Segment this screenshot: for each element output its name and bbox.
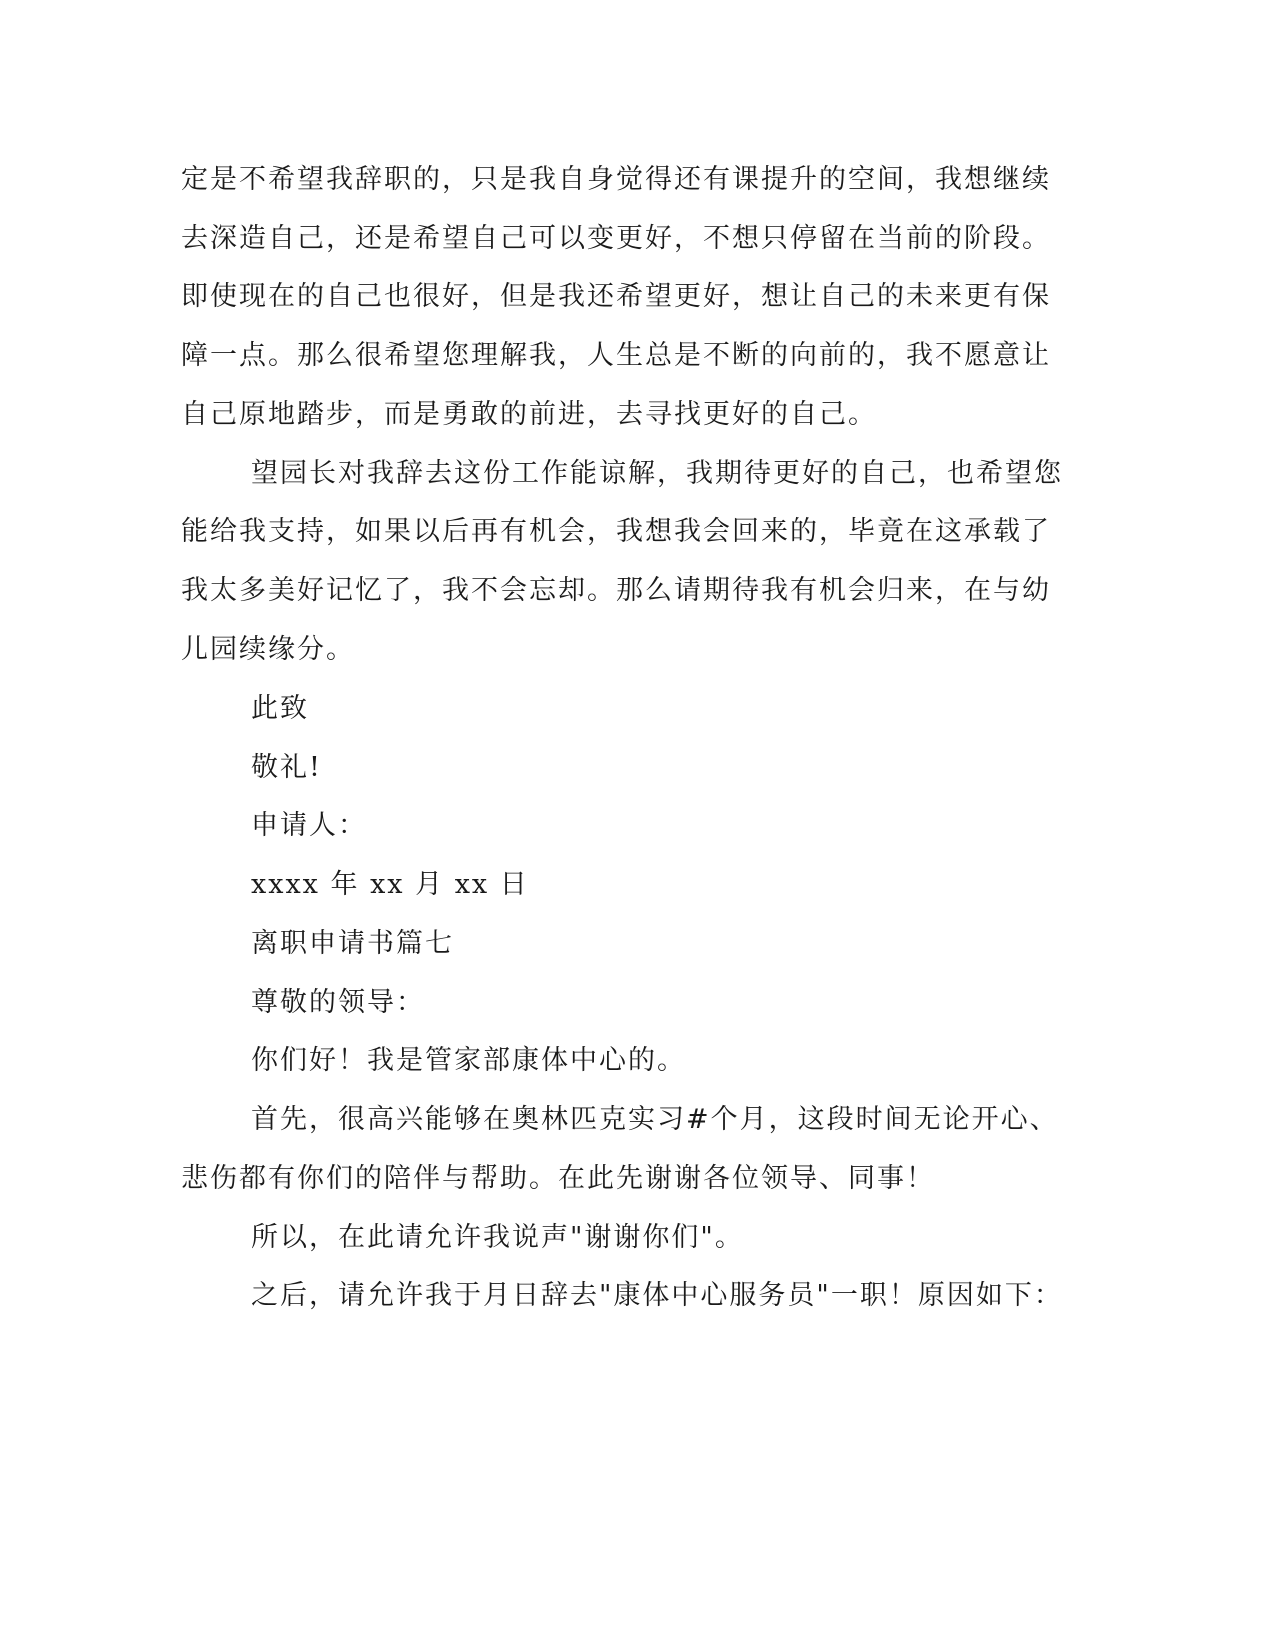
paragraph-start-line: 所以，在此请允许我说声"谢谢你们"。 <box>251 1222 744 1253</box>
closing-regards: 敬礼! <box>251 752 322 783</box>
closing-salutation: 此致 <box>251 693 309 724</box>
body-text-line: 障一点。那么很希望您理解我，人生总是不断的向前的，我不愿意让 <box>181 340 1051 371</box>
body-text-line: 去深造自己，还是希望自己可以变更好，不想只停留在当前的阶段。 <box>181 223 1051 254</box>
intro-line: 你们好！我是管家部康体中心的。 <box>251 1045 686 1076</box>
greeting: 尊敬的领导： <box>251 987 425 1018</box>
section-title: 离职申请书篇七 <box>251 928 454 959</box>
body-text-line: 定是不希望我辞职的，只是我自身觉得还有课提升的空间，我想继续 <box>181 164 1051 195</box>
date-line: xxxx 年 xx 月 xx 日 <box>251 869 529 900</box>
body-text-line: 悲伤都有你们的陪伴与帮助。在此先谢谢各位领导、同事！ <box>181 1163 935 1194</box>
body-text-line: 自己原地踏步，而是勇敢的前进，去寻找更好的自己。 <box>181 399 877 430</box>
body-text-line: 能给我支持，如果以后再有机会，我想我会回来的，毕竟在这承载了 <box>181 516 1051 547</box>
paragraph-start-line: 望园长对我辞去这份工作能谅解，我期待更好的自己，也希望您 <box>251 458 1063 489</box>
body-text-line: 即使现在的自己也很好，但是我还希望更好，想让自己的未来更有保 <box>181 281 1051 312</box>
paragraph-start-line: 之后，请允许我于月日辞去"康体中心服务员"一职！原因如下： <box>251 1280 1063 1311</box>
body-text-line: 儿园续缘分。 <box>181 634 355 665</box>
applicant-label: 申请人： <box>251 810 367 841</box>
paragraph-start-line: 首先，很高兴能够在奥林匹克实习#个月，这段时间无论开心、 <box>251 1104 1059 1135</box>
body-text-line: 我太多美好记忆了，我不会忘却。那么请期待我有机会归来，在与幼 <box>181 575 1051 606</box>
